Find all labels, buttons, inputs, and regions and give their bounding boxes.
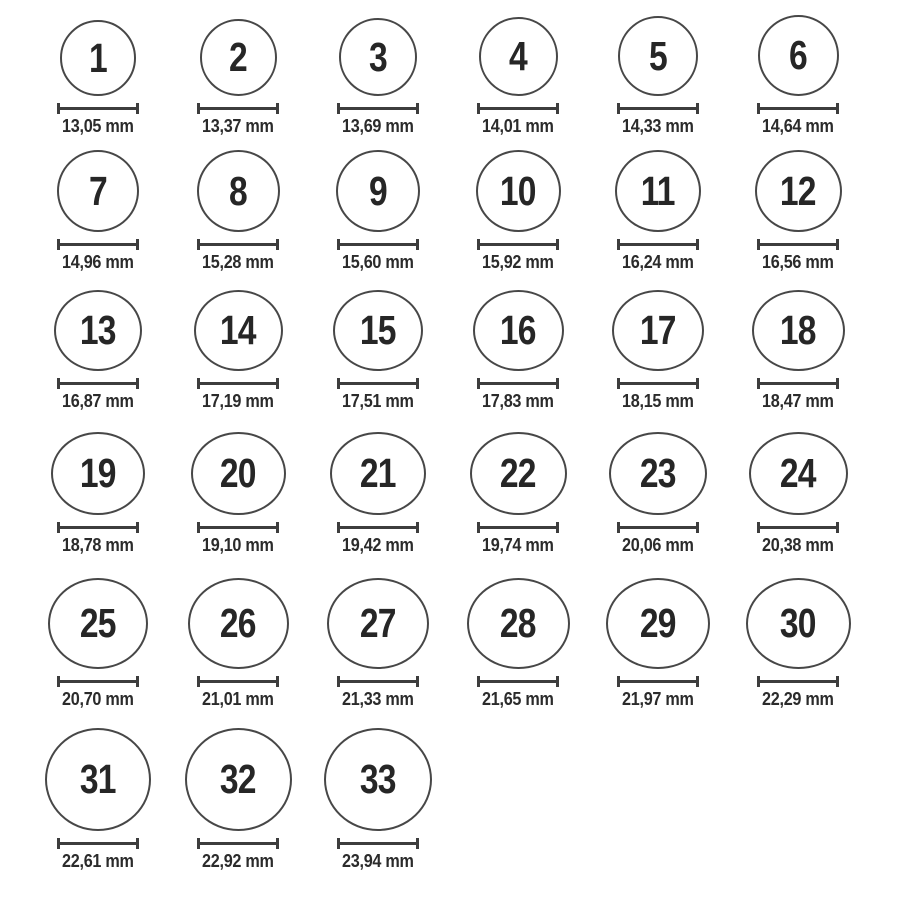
ring-size-number: 27 — [360, 600, 396, 647]
ring-size-cell — [308, 578, 448, 728]
ruler-line — [620, 680, 696, 683]
ring-circle — [609, 432, 707, 515]
ruler-line — [200, 842, 276, 845]
ring-size-number: 21 — [360, 450, 396, 497]
diameter-ruler — [197, 676, 279, 687]
ring-size-number: 17 — [640, 307, 676, 354]
ring-circle — [45, 728, 151, 831]
ring-size-number: 18 — [780, 307, 816, 354]
ring-size-cell — [588, 0, 728, 150]
diameter-label: 14,01 mm — [482, 116, 554, 137]
diameter-label: 22,61 mm — [62, 851, 134, 872]
diameter-ruler — [337, 522, 419, 533]
ruler-end-tick — [696, 676, 699, 687]
ruler-line — [340, 107, 416, 110]
ruler-end-tick — [276, 838, 279, 849]
ruler-line — [760, 680, 836, 683]
diameter-label: 19,10 mm — [202, 535, 274, 556]
ruler-line — [620, 382, 696, 385]
ring-size-number: 13 — [80, 307, 116, 354]
ring-circle — [755, 150, 842, 232]
ring-size-cell — [448, 0, 588, 150]
diameter-label: 20,38 mm — [762, 535, 834, 556]
diameter-label: 17,19 mm — [202, 391, 274, 412]
diameter-ruler — [197, 103, 279, 114]
ring-circle — [336, 150, 420, 232]
ring-size-cell — [168, 578, 308, 728]
ring-circle — [60, 20, 136, 96]
diameter-label: 20,06 mm — [622, 535, 694, 556]
diameter-label: 18,78 mm — [62, 535, 134, 556]
ruler-line — [480, 382, 556, 385]
ring-circle — [51, 432, 145, 515]
diameter-ruler — [337, 378, 419, 389]
ruler-line — [60, 680, 136, 683]
ruler-end-tick — [696, 378, 699, 389]
ruler-end-tick — [836, 676, 839, 687]
ruler-end-tick — [136, 378, 139, 389]
ring-size-number: 2 — [229, 34, 247, 81]
ring-size-number: 5 — [649, 32, 667, 79]
diameter-label: 19,42 mm — [342, 535, 414, 556]
ring-size-number: 31 — [80, 756, 116, 803]
diameter-ruler — [477, 378, 559, 389]
ruler-end-tick — [836, 378, 839, 389]
diameter-label: 15,28 mm — [202, 252, 274, 273]
ring-size-cell — [728, 290, 868, 432]
ring-size-number: 10 — [500, 167, 536, 214]
diameter-label: 21,01 mm — [202, 689, 274, 710]
ring-size-cell — [168, 728, 308, 900]
ring-size-number: 14 — [220, 307, 256, 354]
ruler-end-tick — [136, 676, 139, 687]
ruler-end-tick — [276, 103, 279, 114]
ring-size-number: 29 — [640, 600, 676, 647]
ring-size-cell — [308, 150, 448, 290]
diameter-ruler — [617, 522, 699, 533]
ruler-line — [340, 526, 416, 529]
diameter-ruler — [477, 239, 559, 250]
diameter-label: 14,64 mm — [762, 116, 834, 137]
diameter-ruler — [197, 378, 279, 389]
ruler-line — [60, 382, 136, 385]
ring-size-cell — [308, 290, 448, 432]
ruler-end-tick — [696, 239, 699, 250]
diameter-ruler — [57, 239, 139, 250]
diameter-ruler — [197, 838, 279, 849]
ring-circle — [197, 150, 280, 232]
ring-size-number: 8 — [229, 167, 247, 214]
ring-size-cell — [588, 150, 728, 290]
ruler-end-tick — [136, 522, 139, 533]
ring-circle — [476, 150, 561, 232]
ring-circle — [612, 290, 704, 371]
ruler-end-tick — [416, 838, 419, 849]
ring-size-cell — [28, 150, 168, 290]
ring-circle — [333, 290, 423, 371]
ring-circle — [749, 432, 848, 515]
ring-size-number: 7 — [89, 167, 107, 214]
ring-size-cell — [448, 150, 588, 290]
ring-circle — [615, 150, 701, 232]
ring-size-number: 33 — [360, 756, 396, 803]
ruler-end-tick — [556, 378, 559, 389]
ring-size-cell — [728, 0, 868, 150]
diameter-ruler — [57, 103, 139, 114]
ruler-line — [60, 526, 136, 529]
diameter-label: 13,69 mm — [342, 116, 414, 137]
ruler-line — [480, 243, 556, 246]
ring-circle — [200, 19, 277, 96]
ring-size-cell — [168, 290, 308, 432]
diameter-ruler — [617, 103, 699, 114]
diameter-ruler — [57, 522, 139, 533]
ruler-end-tick — [136, 103, 139, 114]
ring-size-cell — [28, 290, 168, 432]
ruler-line — [480, 526, 556, 529]
diameter-label: 14,96 mm — [62, 252, 134, 273]
diameter-label: 19,74 mm — [482, 535, 554, 556]
diameter-ruler — [337, 838, 419, 849]
ring-size-number: 26 — [220, 600, 256, 647]
ring-size-cell — [28, 0, 168, 150]
ring-size-cell — [308, 432, 448, 578]
diameter-ruler — [337, 103, 419, 114]
diameter-ruler — [477, 103, 559, 114]
ring-size-cell — [308, 728, 448, 900]
diameter-label: 18,15 mm — [622, 391, 694, 412]
ruler-line — [60, 107, 136, 110]
ring-size-cell — [588, 290, 728, 432]
diameter-ruler — [337, 239, 419, 250]
ruler-end-tick — [556, 103, 559, 114]
ruler-end-tick — [276, 239, 279, 250]
ring-circle — [327, 578, 429, 669]
ring-size-cell — [728, 150, 868, 290]
ruler-end-tick — [836, 522, 839, 533]
ring-circle — [479, 17, 558, 96]
ring-size-number: 23 — [640, 450, 676, 497]
ruler-line — [760, 526, 836, 529]
ring-size-number: 1 — [89, 34, 107, 81]
ruler-line — [340, 243, 416, 246]
diameter-label: 20,70 mm — [62, 689, 134, 710]
ruler-end-tick — [836, 239, 839, 250]
ruler-line — [60, 243, 136, 246]
ruler-end-tick — [836, 103, 839, 114]
diameter-ruler — [337, 676, 419, 687]
ring-size-number: 28 — [500, 600, 536, 647]
diameter-label: 22,92 mm — [202, 851, 274, 872]
ruler-line — [480, 107, 556, 110]
ring-circle — [188, 578, 289, 669]
ring-size-number: 3 — [369, 33, 387, 80]
ring-size-cell — [308, 0, 448, 150]
ruler-line — [760, 107, 836, 110]
ruler-end-tick — [696, 522, 699, 533]
diameter-ruler — [757, 522, 839, 533]
diameter-ruler — [477, 522, 559, 533]
ruler-end-tick — [416, 522, 419, 533]
ruler-end-tick — [556, 676, 559, 687]
diameter-ruler — [617, 378, 699, 389]
ruler-line — [200, 107, 276, 110]
diameter-label: 16,24 mm — [622, 252, 694, 273]
ring-circle — [606, 578, 710, 669]
ring-size-cell — [728, 432, 868, 578]
ring-size-number: 25 — [80, 600, 116, 647]
ruler-line — [760, 243, 836, 246]
ruler-line — [620, 526, 696, 529]
ring-size-number: 32 — [220, 756, 256, 803]
diameter-label: 16,56 mm — [762, 252, 834, 273]
diameter-label: 17,83 mm — [482, 391, 554, 412]
diameter-label: 18,47 mm — [762, 391, 834, 412]
ring-size-cell — [588, 578, 728, 728]
ring-size-number: 9 — [369, 167, 387, 214]
ring-circle — [324, 728, 432, 831]
ring-size-number: 20 — [220, 450, 256, 497]
ring-size-cell — [28, 728, 168, 900]
diameter-ruler — [57, 676, 139, 687]
diameter-label: 21,97 mm — [622, 689, 694, 710]
ring-size-number: 12 — [780, 167, 816, 214]
diameter-label: 15,60 mm — [342, 252, 414, 273]
ring-size-cell — [588, 432, 728, 578]
ring-size-cell — [168, 150, 308, 290]
ruler-line — [340, 842, 416, 845]
ring-circle — [758, 15, 839, 96]
ruler-end-tick — [276, 522, 279, 533]
ruler-line — [620, 107, 696, 110]
ruler-end-tick — [416, 676, 419, 687]
ruler-end-tick — [416, 103, 419, 114]
ring-circle — [48, 578, 148, 669]
ruler-end-tick — [556, 522, 559, 533]
ring-size-cell — [168, 432, 308, 578]
ruler-end-tick — [136, 838, 139, 849]
ring-circle — [467, 578, 570, 669]
ring-circle — [752, 290, 845, 371]
ring-size-number: 6 — [789, 32, 807, 79]
ruler-end-tick — [416, 239, 419, 250]
diameter-label: 16,87 mm — [62, 391, 134, 412]
diameter-ruler — [757, 103, 839, 114]
diameter-label: 23,94 mm — [342, 851, 414, 872]
ring-size-cell — [448, 578, 588, 728]
ruler-line — [200, 382, 276, 385]
ruler-line — [620, 243, 696, 246]
ring-size-number: 19 — [80, 450, 116, 497]
ring-circle — [746, 578, 851, 669]
ring-size-number: 4 — [509, 33, 527, 80]
ring-circle — [191, 432, 286, 515]
diameter-ruler — [197, 239, 279, 250]
diameter-label: 13,05 mm — [62, 116, 134, 137]
diameter-label: 14,33 mm — [622, 116, 694, 137]
diameter-label: 22,29 mm — [762, 689, 834, 710]
ring-size-number: 30 — [780, 600, 816, 647]
ruler-end-tick — [416, 378, 419, 389]
ring-circle — [330, 432, 426, 515]
diameter-label: 13,37 mm — [202, 116, 274, 137]
diameter-label: 21,65 mm — [482, 689, 554, 710]
ring-size-cell — [168, 0, 308, 150]
ring-size-cell — [448, 432, 588, 578]
diameter-ruler — [57, 838, 139, 849]
diameter-label: 17,51 mm — [342, 391, 414, 412]
ring-size-number: 15 — [360, 307, 396, 354]
ring-circle — [57, 150, 139, 232]
ruler-line — [340, 382, 416, 385]
ruler-line — [480, 680, 556, 683]
diameter-ruler — [617, 239, 699, 250]
ring-size-number: 16 — [500, 307, 536, 354]
diameter-label: 15,92 mm — [482, 252, 554, 273]
diameter-ruler — [57, 378, 139, 389]
ring-circle — [339, 18, 417, 96]
ring-circle — [473, 290, 564, 371]
ruler-end-tick — [556, 239, 559, 250]
ruler-end-tick — [276, 378, 279, 389]
ruler-end-tick — [136, 239, 139, 250]
ring-size-number: 22 — [500, 450, 536, 497]
diameter-ruler — [197, 522, 279, 533]
diameter-ruler — [477, 676, 559, 687]
ruler-line — [200, 243, 276, 246]
ring-circle — [194, 290, 283, 371]
ruler-line — [200, 526, 276, 529]
ring-size-cell — [728, 578, 868, 728]
ring-circle — [54, 290, 142, 371]
ruler-end-tick — [276, 676, 279, 687]
diameter-ruler — [757, 676, 839, 687]
ruler-line — [200, 680, 276, 683]
ring-circle — [618, 16, 698, 96]
ring-size-cell — [448, 290, 588, 432]
ruler-end-tick — [696, 103, 699, 114]
ring-circle — [470, 432, 567, 515]
diameter-ruler — [757, 378, 839, 389]
ring-size-cell — [28, 432, 168, 578]
ruler-line — [60, 842, 136, 845]
diameter-ruler — [617, 676, 699, 687]
ruler-line — [340, 680, 416, 683]
ruler-line — [760, 382, 836, 385]
ring-size-number: 11 — [641, 167, 675, 214]
ring-circle — [185, 728, 292, 831]
diameter-label: 21,33 mm — [342, 689, 414, 710]
diameter-ruler — [757, 239, 839, 250]
ring-size-number: 24 — [780, 450, 816, 497]
ring-size-cell — [28, 578, 168, 728]
